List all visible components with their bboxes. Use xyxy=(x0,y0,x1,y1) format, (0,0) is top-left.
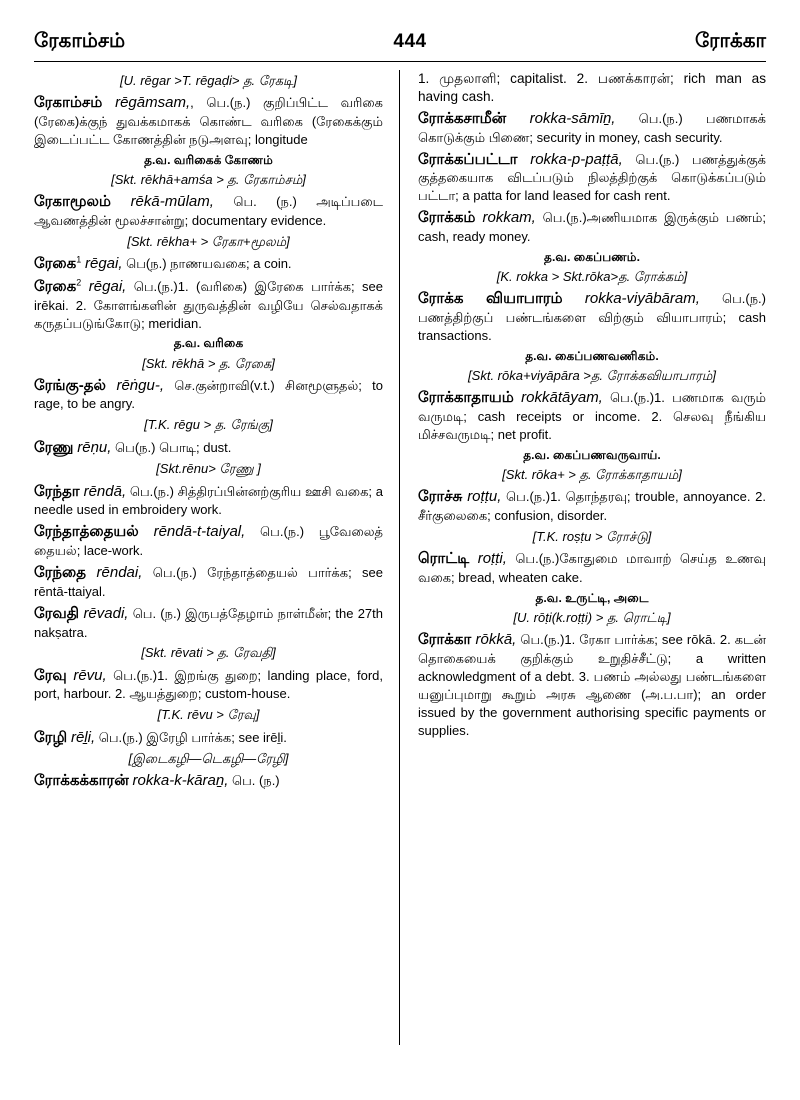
entry-definition: , பெ.(ந.) குறிப்பிட்ட வரிகை (ரேகை)க்குந் துவக்கமாகக் கொண்ட வரிகை (ரேகைக்கும் இடைப்பட்ட கோணத்தின் நடுஅளவு; longitude xyxy=(34,95,383,147)
entry-headword: ரேகை xyxy=(34,277,77,295)
dictionary-entry xyxy=(34,563,383,601)
entry-tamil-equivalent-note: த.வ. கைப்பணவருவாய். xyxy=(523,447,661,462)
entry-tamil-equivalent-note: த.வ. உருட்டி, அடை xyxy=(535,590,649,605)
entry-headword: ரோக்க வியாபாரம் xyxy=(418,290,563,308)
dictionary-entry xyxy=(34,771,383,791)
entry-definition: பெ(ந.) நாணயவகை; a coin. xyxy=(122,255,292,271)
entry-transliteration: rēkā-mūlam, xyxy=(130,193,214,211)
entry-transliteration: rēṇu, xyxy=(77,438,112,456)
entry-etymology: [Skt. rōka+ > த. ரோக்காதாயம்] xyxy=(502,466,682,482)
header-right-word: ரோக்கா xyxy=(694,30,766,52)
entry-etymology: [Skt. rēkhā+amśa > த. ரேகாம்சம்] xyxy=(111,171,306,187)
entry-headword: ரொட்டி xyxy=(418,550,470,567)
entry-transliteration: rokka-viyābāram, xyxy=(584,290,700,308)
entry-headword: ரேணு xyxy=(34,438,74,456)
entry-transliteration: rēgai, xyxy=(84,254,123,272)
entry-etymology: [T.K. rēvu > ரேவு] xyxy=(157,707,260,723)
right-column xyxy=(400,70,766,1045)
entry-headword: ரோக்கசாமீன் xyxy=(418,109,507,127)
entry-transliteration: rēndā-t-taiyal, xyxy=(153,523,246,541)
entry-transliteration: rokkātāyam, xyxy=(521,389,603,407)
entry-transliteration: rokka-p-paṭṭā, xyxy=(530,150,623,168)
entry-transliteration: rēḻi, xyxy=(70,728,96,746)
entry-definition: பெ.(ந.)கோதுமை மாவாற் செய்த உணவு வகை; bread, wheaten cake. xyxy=(418,551,766,585)
dictionary-entry xyxy=(34,666,383,704)
entry-definition: பெ.(ந.) பூவேலைத் தையல்; lace-work. xyxy=(34,524,384,559)
entry-definition: பெ.(ந.)அணியமாக இருக்கும் பணம்; cash, ready money. xyxy=(418,210,766,245)
entry-definition: பெ. (ந.) அடிப்படை ஆவணத்தின் மூலச்சான்று; documentary evidence. xyxy=(34,194,383,228)
dictionary-entry xyxy=(418,549,766,587)
dictionary-entry xyxy=(418,150,766,206)
entry-tamil-equivalent-note: த.வ. கைப்பணம். xyxy=(544,250,640,265)
dictionary-entry xyxy=(34,438,383,458)
entry-tamil-equivalent-note: த.வ. கைப்பணவணிகம். xyxy=(525,348,659,363)
entry-transliteration: rēvadi, xyxy=(83,604,129,622)
entry-headword: ரேவு xyxy=(34,666,67,684)
entry-headword: ரேவதி xyxy=(34,604,80,622)
entry-definition: செ.குன்றாவி(v.t.) சினமூளுதல்; to rage, to be angry. xyxy=(34,377,383,412)
entry-definition: பெ(ந.) பொடி; dust. xyxy=(111,439,232,455)
entry-etymology: [Skt. rēkhā > த. ரேகை] xyxy=(142,355,275,371)
entry-definition: பெ. (ந.) இருபத்தேழாம் நாள்மீன்; the 27th nakṣatra. xyxy=(34,605,383,640)
entry-headword: ரோக்கப்பட்டா xyxy=(418,150,518,168)
entry-headword: ரேந்தை xyxy=(34,564,86,581)
left-column xyxy=(34,70,400,1045)
entry-headword: ரேழி xyxy=(34,728,68,746)
entry-etymology: [U. rēgar >T. rēgaḍi> த. ரேகடி] xyxy=(120,73,297,88)
entry-transliteration: rokka-k-kāraṉ, xyxy=(132,772,229,790)
dictionary-entry xyxy=(418,388,766,444)
entry-definition: பெ.(ந.) பணத்திற்குப் பண்டங்களை விற்கும் வியாபாரம்; cash transactions. xyxy=(418,291,766,343)
entry-headword: ரோக்கக்காரன் xyxy=(34,772,129,790)
column-container xyxy=(34,70,766,1045)
dictionary-entry xyxy=(34,522,383,560)
entry-transliteration: rokka-sāmīṉ, xyxy=(529,109,616,127)
dictionary-entry xyxy=(418,289,766,345)
dictionary-entry xyxy=(34,376,383,414)
dictionary-entry xyxy=(418,109,766,147)
entry-etymology: [இடைகழி—டெகழி—ரேழி] xyxy=(128,751,289,767)
entry-definition: பெ.(ந.)1. இறங்கு துறை; landing place, ford, port, harbour. 2. ஆயத்துறை; custom-house. xyxy=(34,667,383,702)
dictionary-entry xyxy=(418,487,766,525)
entry-definition: பெ.(ந.) பணத்துக்குக் குத்தகையாக விடப்படும் நிலத்திற்குக் கொடுக்கப்படும் பட்டா; a patta for land leased for cash rent. xyxy=(418,151,766,204)
dictionary-entry xyxy=(34,277,383,333)
header-left-word: ரேகாம்சம் xyxy=(34,30,126,52)
entry-definition: பெ. (ந.) xyxy=(228,773,280,789)
page-number: 444 xyxy=(393,31,427,52)
entry-definition: பெ.(ந.)1. தொந்தரவு; trouble, annoyance. 2. சீர்குலைகை; confusion, disorder. xyxy=(418,489,767,523)
entry-transliteration: rēvu, xyxy=(73,666,107,684)
header-divider xyxy=(34,61,766,62)
entry-definition: பெ.(ந.)1. பணமாக வரும் வருமடி; cash receipts or income. 2. செலவு நீங்கிய மிச்சவருமடி; net profit. xyxy=(418,390,766,442)
entry-etymology: [Skt. rōka+viyāpāra >த. ரோக்கவியாபாரம்] xyxy=(468,368,716,384)
entry-transliteration: roṭṭu, xyxy=(467,488,502,506)
dictionary-entry xyxy=(34,482,383,520)
entry-etymology: [Skt.rēnu> ரேணு ] xyxy=(156,461,261,477)
entry-definition: பெ.(ந.)1. (வரிகை) இரேகை பார்க்க; see irēkai. 2. கோளங்களின் துருவத்தின் வழியே செல்வதாகக் கருதப்படுங்கோடு; meridian. xyxy=(34,278,384,331)
entry-etymology: [Skt. rēkha+ > ரேகா+மூலம்] xyxy=(127,233,290,249)
entry-transliteration: rōkkā, xyxy=(475,630,517,648)
entry-etymology: [Skt. rēvati > த. ரேவதி] xyxy=(141,645,276,661)
entry-headword: ரேங்கு-தல் xyxy=(34,376,106,394)
entry-headword: ரோச்சு xyxy=(418,488,463,506)
entry-transliteration: rokkam, xyxy=(482,209,536,227)
entry-headword: ரேந்தாத்தையல் xyxy=(34,523,139,541)
entry-etymology: [U. rōṭi(k.roṭṭi) > த. ரொட்டி] xyxy=(513,609,671,625)
entry-headword: ரேந்தா xyxy=(34,482,80,500)
entry-transliteration: rēṅgu-, xyxy=(116,376,164,394)
entry-transliteration: rēgai, xyxy=(88,277,127,295)
entry-definition: பெ.(ந.) இரேழி பார்க்க; see irēḻi. xyxy=(95,729,287,745)
dictionary-entry xyxy=(418,208,766,246)
entry-definition: பெ.(ந.)1. ரேகா பார்க்க; see rōkā. 2. கடன் தொகையைக் குறிக்கும் உறுதிச்சீட்டு; a written acknowledgment of a debt. 3. பணம் அல்லது பண்டங்களை யனுப்புமாறு கூறும் அரசு ஆணை (அ.ப.பா); an order issued by the government authorising specific payments or supplies. xyxy=(418,631,767,738)
entry-definition: பெ.(ந.) ரேந்தாத்தையல் பார்க்க; see rēntā-ttaiyal. xyxy=(34,565,383,599)
entry-etymology: [K. rokka > Skt.rōka>த. ரோக்கம்] xyxy=(496,269,688,285)
entry-headword: ரோக்கம் xyxy=(418,209,476,227)
entry-transliteration: rēgāmsam, xyxy=(115,94,191,112)
entry-homograph-number: 2 xyxy=(76,277,82,288)
entry-homograph-number: 1 xyxy=(76,254,82,265)
dictionary-entry xyxy=(34,93,383,149)
dictionary-entry xyxy=(418,630,766,739)
dictionary-entry xyxy=(34,254,383,274)
entry-transliteration: rēndai, xyxy=(96,564,143,581)
dictionary-entry xyxy=(34,604,383,642)
entry-definition: பெ.(ந.) பணமாகக் கொடுக்கும் பிணை; security in money, cash security. xyxy=(418,110,766,145)
page-header xyxy=(34,30,766,55)
entry-tamil-equivalent-note: த.வ. வரிகை xyxy=(173,336,244,351)
entry-etymology: [T.K. roṣṭu > ரோச்டு] xyxy=(532,528,652,544)
entry-tamil-equivalent-note: த.வ. வரிகைக் கோணம் xyxy=(144,152,273,167)
dictionary-entry xyxy=(34,728,383,748)
entry-definition: பெ.(ந.) சித்திரப்பின்னற்குரிய ஊசி வகை; a needle used in embroidery work. xyxy=(34,483,384,518)
entry-etymology: [T.K. rēgu > த. ரேங்கு] xyxy=(144,417,273,433)
entry-headword: ரேகாம்சம் xyxy=(34,94,103,112)
dictionary-entry xyxy=(34,192,383,230)
entry-continuation: 1. முதலாளி; capitalist. 2. பணக்காரன்; rich man as having cash. xyxy=(418,71,766,104)
entry-headword: ரோக்காதாயம் xyxy=(418,389,514,407)
entry-headword: ரோக்கா xyxy=(418,630,472,648)
entry-transliteration: rēndā, xyxy=(83,482,127,500)
entry-headword: ரேகாமூலம் xyxy=(34,193,111,211)
entry-headword: ரேகை xyxy=(34,254,77,272)
entry-transliteration: roṭṭi, xyxy=(477,550,507,567)
